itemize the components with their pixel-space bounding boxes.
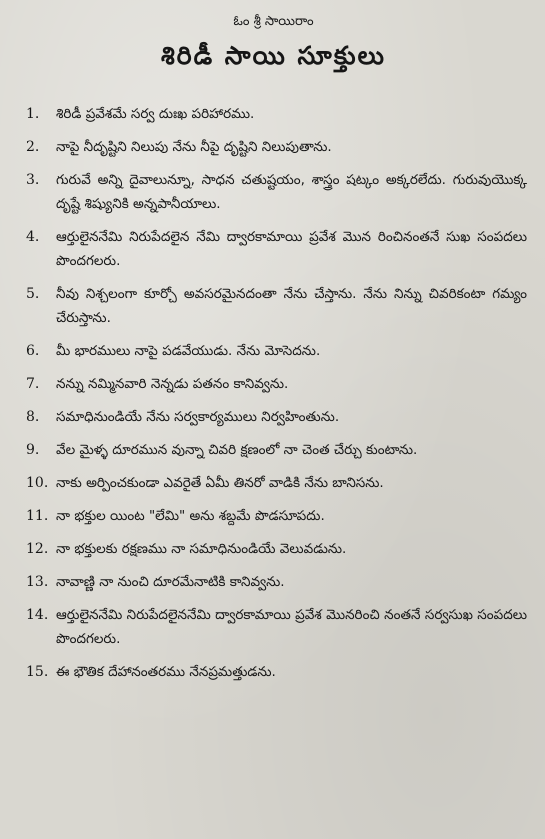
saying-number: 15. <box>26 664 49 680</box>
saying-item <box>26 405 527 429</box>
saying-number: 12. <box>26 541 49 557</box>
invocation-line: ఓం శ్రీ సాయిరాం <box>233 14 314 29</box>
saying-number: 5. <box>26 286 40 302</box>
saying-number: 9. <box>26 442 40 458</box>
saying-item <box>26 537 527 561</box>
saying-item <box>26 504 527 528</box>
saying-number: 14. <box>26 607 49 623</box>
saying-number: 3. <box>26 172 40 188</box>
saying-item <box>26 225 527 273</box>
saying-item <box>26 168 527 216</box>
saying-number: 6. <box>26 343 40 359</box>
saying-text: నాపై నీదృష్టిని నిలుపు నేను నీపై దృష్టిని నిలుపుతాను. <box>56 139 332 155</box>
saying-text: శిరిడీ ప్రవేశమే సర్వ దుఃఖ పరిహారము. <box>56 106 255 122</box>
saying-item <box>26 135 527 159</box>
saying-text: గురువే అన్ని దైవాలున్నూ, సాధన చతుష్టయం, శాస్త్రం షట్కం అక్కరలేదు. గురువుయొక్క దృష్టే శిష్యునికి అన్నపానీయాలు. <box>56 172 527 212</box>
saying-text: మీ భారములు నాపై పడవేయుడు. నేను మోసెదను. <box>56 343 321 359</box>
saying-item <box>26 102 527 126</box>
saying-text: నా భక్తులకు రక్షణము నా సమాధినుండియే వెలువడును. <box>56 541 347 557</box>
saying-text: ఈ భౌతిక దేహానంతరము నేనప్రమత్తుడను. <box>56 664 276 680</box>
saying-text: నీవు నిశ్చలంగా కూర్చో అవసరమైనదంతా నేను చేస్తాను. నేను నిన్ను చివరికంటా గమ్యం చేరుస్తాను. <box>56 286 527 326</box>
page-title: శిరిడీ సాయి సూక్తులు <box>161 41 386 70</box>
saying-number: 10. <box>26 475 49 491</box>
saying-number: 11. <box>26 508 49 524</box>
saying-item <box>26 372 527 396</box>
saying-text: ఆర్తులైననేమి నిరుపేదలైననేమి ద్వారకామాయి ప్రవేశ మొనరించి నంతనే సర్వసుఖ సంపదలు పొందగలరు. <box>56 607 527 647</box>
saying-item <box>26 603 527 651</box>
saying-text: నా భక్తుల యింట "లేమి" అను శబ్దమే పొడసూపదు. <box>56 508 325 524</box>
saying-text: ఆర్తులైననేమి నిరుపేదలైన నేమి ద్వారకామాయి ప్రవేశ మొన రించినంతనే సుఖ సంపదలు పొందగలరు. <box>56 229 527 269</box>
saying-number: 4. <box>26 229 40 245</box>
saying-number: 1. <box>26 106 40 122</box>
saying-text: సమాధినుండియే నేను సర్వకార్యములు నిర్వహింతును. <box>56 409 340 425</box>
saying-number: 2. <box>26 139 40 155</box>
saying-text: వేల మైళ్ళ దూరమున వున్నా చివరి క్షణంలో నా చెంత చేర్చు కుంటాను. <box>56 442 418 458</box>
saying-item <box>26 660 527 684</box>
saying-number: 7. <box>26 376 40 392</box>
saying-text: నాకు అర్పించకుండా ఎవరైతే ఏమీ తినరో వాడికి నేను బానిసను. <box>56 475 384 491</box>
saying-text: నావాణ్ణి నా నుంచి దూరమేనాటికి కానివ్వను. <box>56 574 285 590</box>
saying-item <box>26 339 527 363</box>
sayings-list <box>26 102 527 684</box>
saying-item <box>26 282 527 330</box>
saying-item <box>26 471 527 495</box>
saying-text: నన్ను నమ్మినవారి నెన్నడు పతనం కానివ్వను. <box>56 376 289 392</box>
saying-number: 13. <box>26 574 49 590</box>
saying-item <box>26 570 527 594</box>
saying-item <box>26 438 527 462</box>
saying-number: 8. <box>26 409 40 425</box>
